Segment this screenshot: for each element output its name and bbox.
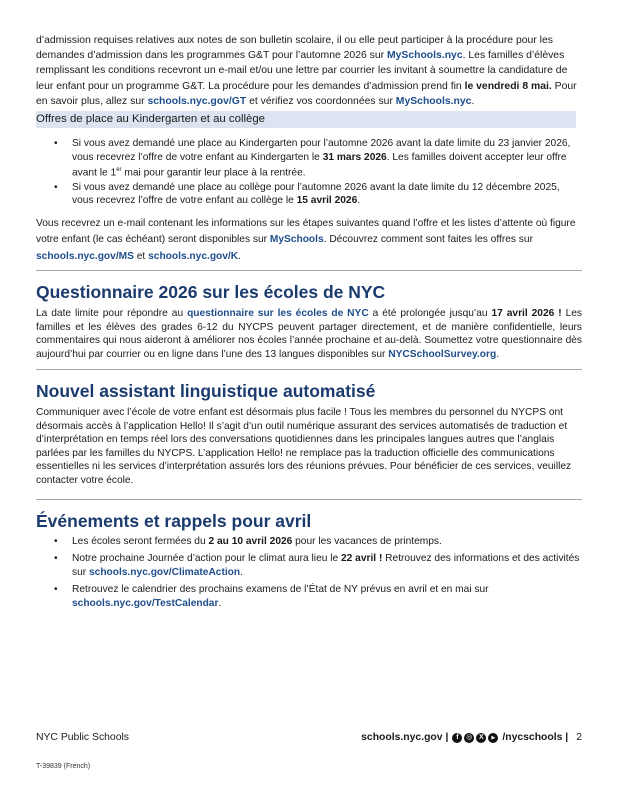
survey-heading: Questionnaire 2026 sur les écoles de NYC: [36, 282, 386, 303]
list-item: • Si vous avez demandé une place au Kindergarten pour l’automne 2026 avant la date limite du 23 janvier 2026, vous recevrez l’offre de votre enfant au Kindergarten le 31 mars 2026. Les familles doivent accepter leur offre avant le 1er mai pour garantir leur place à la rentrée.: [54, 138, 571, 179]
list-item: • Si vous avez demandé une place au collège pour l’automne 2026 avant la date limite du 12 décembre 2025, vous recevrez l’offre de votre enfant au collège le 15 avril 2026.: [54, 181, 560, 207]
assistant-heading: Nouvel assistant linguistique automatisé: [36, 381, 376, 402]
events-list: [36, 535, 582, 611]
page-content: [36, 33, 582, 614]
social-icons: [452, 733, 498, 743]
divider: [36, 499, 582, 500]
youtube-icon[interactable]: ▶: [488, 733, 498, 743]
list-item: • Les écoles seront fermées du 2 au 10 avril 2026 pour les vacances de printemps.: [54, 536, 442, 548]
footer-right: [361, 732, 582, 743]
gt-link[interactable]: schools.nyc.gov/GT: [147, 95, 247, 107]
x-icon[interactable]: X: [476, 733, 486, 743]
intro-paragraph: d’admission requises relatives aux notes de son bulletin scolaire, il ou elle peut participer à la procédure pour les demandes d’admission dans les programmes G&T pour l’automne 2026 sur MySchools.nyc. Les familles d’élèves remplissant les conditions recevront un e-mail et/ou une lettre par courrier les invitant à soumettre la candidature de leur enfant pour un programme G&T. La procédure pour les demandes d’admission prend fin le vendredi 8 mai. Pour en savoir plus, allez sur schools.nyc.gov/GT et vérifiez vos coordonnées sur MySchools.nyc.: [36, 35, 577, 107]
test-calendar-link[interactable]: schools.nyc.gov/TestCalendar: [72, 598, 219, 610]
footer-org: NYC Public Schools: [36, 732, 129, 743]
events-heading: Événements et rappels pour avril: [36, 511, 312, 532]
divider: [36, 270, 582, 271]
page-number: 2: [576, 732, 582, 743]
climate-action-link[interactable]: schools.nyc.gov/ClimateAction: [88, 567, 241, 579]
facebook-icon[interactable]: f: [452, 733, 462, 743]
instagram-icon[interactable]: ◎: [466, 733, 473, 741]
myschools-link-3[interactable]: MySchools: [269, 234, 324, 246]
divider: [36, 369, 582, 370]
document-id: T-39839 (French): [36, 763, 91, 770]
ms-link[interactable]: schools.nyc.gov/MS: [36, 250, 134, 262]
survey-paragraph: La date limite pour répondre au questionnaire sur les écoles de NYC a été prolongée jusqu’au 17 avril 2026 ! Les familles et les élèves des grades 6-12 du NYCPS peuvent partager directement, et de manière confidentielle, leurs commentaires qui nous aideront à améliorer nos écoles l’année prochaine et au-delà. Soumettez votre questionnaire dès aujourd’hui par courrier ou en ligne dans l’une des 13 langues disponibles sur NYCSchoolSurvey.org.: [36, 308, 583, 360]
offers-list: [36, 137, 582, 208]
offers-followup: Vous recevrez un e-mail contenant les informations sur les étapes suivantes quand l’offre et les listes d’attente où figure votre enfant (le cas échéant) seront disponibles sur MySchools. Découvrez comment sont faites les offres sur schools.nyc.gov/MS et schools.nyc.gov/K.: [36, 217, 576, 262]
survey-link[interactable]: questionnaire sur les écoles de NYC: [187, 308, 369, 320]
section-band-title: Offres de place au Kindergarten et au collège: [36, 111, 576, 128]
list-item: • Retrouvez le calendrier des prochains examens de l’État de NY prévus en avril et en mai sur schools.nyc.gov/TestCalendar.: [54, 584, 489, 610]
assistant-paragraph: Communiquer avec l’école de votre enfant est désormais plus facile ! Tous les membres du personnel du NYCPS ont désormais accès à l’application Hello! Il s’agit d’un outil numérique assurant des services automatisés de traduction et d’interprétation en temps réel lors des conversations quotidiennes dans les principales langues autres que l’anglais parlées par les familles du NYCPS. L’application Hello! ne remplace pas la traduction officielle des communications essentielles ni les services d’interprétation assurés lors des réunions prévues. Pour bénéficier de ces services, veuillez contacter votre école.: [36, 407, 572, 486]
footer: [36, 732, 582, 748]
footer-site-link[interactable]: schools.nyc.gov |: [361, 732, 449, 743]
myschools-link[interactable]: MySchools.nyc: [386, 50, 463, 62]
nycschoolsurvey-link[interactable]: NYCSchoolSurvey.org: [388, 348, 497, 360]
footer-handle: /nycschools |: [502, 732, 569, 743]
list-item: • Notre prochaine Journée d’action pour le climat aura lieu le 22 avril ! Retrouvez des informations et des activités sur schools.nyc.gov/ClimateAction.: [54, 553, 580, 579]
k-link[interactable]: schools.nyc.gov/K: [148, 250, 239, 262]
myschools-link-2[interactable]: MySchools.nyc: [395, 95, 472, 107]
